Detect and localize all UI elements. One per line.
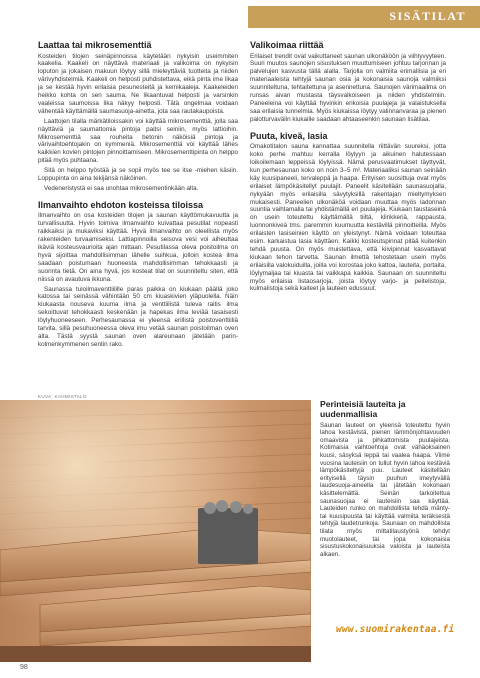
heading-wood-stone-glass: Puuta, kiveä, lasia xyxy=(250,130,328,141)
sidebar-article xyxy=(320,400,450,610)
paragraph: Kosteiden tilojen seinäpinnoissa käytetään nykyisin useimmiten kaakelia. Kaakeli on näyttävä materiaali ja valikoima on nykyisin loputon ja jokaisen makuun löytyy sillä mieleyttäviä tuotteita ja niiden värivyhdistelmiä. Kaakeli on helposti puhdistettava, eikä pinta ime likaa ja se kestää hyvin erilaisia pesunesteitä ja kemikaaleja. Kaakeleiden heikko kohta on sen sauma. Ne likaantuvat helposti ja varsinkin vaaleissa saumoissa lika näkyy helposti. Tätä ongelmaa voidaan vähentää käyttämällä saumasuoja-ainetta, jota saa rautakaupoista. xyxy=(38,52,238,115)
sauna-illustration xyxy=(0,400,311,662)
page-number: 98 xyxy=(20,664,28,671)
paragraph: Sitä on helppo työstää ja se sopii myös tee se itse -miehen käsiin. Loppupinta on aina tekijänsä näköinen. xyxy=(38,167,238,183)
section-title: SISÄTILAT xyxy=(389,9,466,23)
sauna-photo xyxy=(0,400,311,662)
heading-tiles-microcement: Laattaa tai mikrosementtiä xyxy=(38,40,152,50)
paragraph: Omakotitalon sauna kannattaa suunnitella riittävän suureksi, jotta koko perhe mahtuu kerralla löylyyn ja aikuinen halutessaan loikoilemaan leppeissä löylyissä. Nämä perusvaatimukset täyttyvät, kun perhesaunan koko on noin 3–5 m². Materiaaliksi saunan seinään käy kuusipaneeli, tervaleppä ja haapa. Erityisen suosittuja ovat myös erilaiset lämpökäsitellyt puulajit. Paneelit käsitellään saunasuojalla, nykyään myös erilaisilla sävytyksillä rakentajan mieltymyksen mukaisesti. Paneelien ulkonäköä voidaan muuttaa myös ladonnan suuntia vaihtamalla tai yhdistämällä eri puulajeja. Kiukaan taustaseinä on usein toteutettu käyttämällä tiiltä, klinkkeriä, rappausta, luonnonkiveä tms. paremmin kuumuutta kestävillä pinnoitteilla. Myös erilaisten lasiseinien käyttö on yleistynyt. Nämä voidaan toteuttaa esim. karkaistua lasia käyttäen. Kaikki kosteutspinnat pitää kuitenkin tehdä puusta. On myös muistettava, että kiivipinnat kasvattavat kiukaan tehon tarvetta. Saunan ilmettä tehostetaan usein myös erilaisilla valokuiduilla, joilla voi korostaa joko kattoa, lauteita, portaita, löylymaljaa tai kiuasta tai vaikkapa kaikkia. Saunaan on suunniteltu myös erilaisia listaosarjoja, joista löytyy varjo- ja peitelistoja, kulmalistoja sekä kaiteet ja lauteen edussuut. xyxy=(250,143,446,293)
sidebar-text: Saunan lauteet on yleensä toteutettu hyvin lahoa kestävistä, pienen lämmönjohtavuuden omaavista ja pihkattomista puulajeista. Kotimaisia vaihtoehtoja ovat vähäoksainen kuusi, säsyksä leppä tai vaalea haapa. Viime vuosina lauteisiin on tullut hyvin lahoa kestäviä lämpökäsiteltyjä puu. Lauteet käsitellään erityisellä täysin puuhun imeytyvällä laudesuoja-aineella tai jätetään kokonaan käsittelemättä. Seinän tarkoitettua saunasuojaa ei lauteisiin saa käyttää. Lauteiden runko on mahdollista tehdä mänty- tai kuusipuusta tai käyttää valmiita teräksestä tehtyjä laudetrunkoja. Saunaan on mahdollista tilata myös mittatilaustyönä tehdyt muotolauteet, tai jopa kokonaisia sisustuskokonaisuuksia valoista ja lauteista alkaen. xyxy=(320,421,450,558)
right-column xyxy=(250,40,446,386)
paragraph: Saunassa tuloilmaventtiilille paras paikka on kiukaan päällä joko katossa tai seinässä vähintään 50 cm kiuaskivien yläpuolella. Näin kiukaasta nouseva kuuma ilma ja venttiilistä tuleva raitis ilma sekoittuvat tehokkaasti keskenään ja hapekas ilma leviää tasaisesti löylyhuoneeseen. Perhesaunassa ei yleensä erillistä poistoventtiiliä tarvita, sillä pesuhuoneessa oleva imu vetää saunan poistoilman oven alta. Tästä syystä saunan oven alareunaan jätetään parin-kolmenkymmenen sentin rako. xyxy=(38,285,238,348)
sauna-stove xyxy=(198,508,258,564)
left-column xyxy=(38,40,238,388)
sidebar-heading: Perinteisiä lauteita ja uudenmallisia xyxy=(320,400,406,419)
website-link[interactable]: www.suomirakentaa.fi xyxy=(336,624,455,635)
paragraph: Erilaiset trendit ovat vaikuttaneet saunan ulkonäköön ja viihtyvyyteen. Suuri muutos saunojen sisustuksen muuttumiseen johtuu tarjonnan ja palvelujen kasvusta tällä alalla. Tarjolla on valmiita erimallisia ja eri materiaaleista tehtyjä saunan osia ja kokonaisia saunoja valmiiksi suunniteltuna, tehtaitettuna ja asennettuna. Saunojen värimaailma on runsas aivan mustasta täysvalkoiseen ja niiden yhdistelmiin. Paneeleina voi käyttää hyvinkin erikoisia puulajeja ja valaistuksella saa erilaisia tunnelmia. Myös kiukaissa löytyy valinnanvaraa ja pienen palotturvavälin kiukaille saadaan ahtaaseenkin saunaan lisätilaa. xyxy=(250,52,446,123)
paragraph: Laattojen tilalla märkätiloissakin voi käyttää mikrosementtiä, jolla saa näyttäviä ja saumattomia pintoja paitsi seiniin, myös lattioihin. Mikrosementtiä saa rouheita betonin näköisiä pintoja ja värivaihtoehtojakin on kymmeniä. Mikrosementtiä voi käyttää lähes kaikkien kovien pintojen pinnoittamiseen. Mikrosementtipinta on helppo pitää myös puhtaana. xyxy=(38,117,238,165)
heading-ventilation: Ilmanvaihto ehdoton kosteissa tiloissa xyxy=(38,199,204,210)
photo-credit: KUVA: KAHMISTALO xyxy=(38,394,87,399)
heading-selection: Valikoimaa riittää xyxy=(250,40,324,50)
paragraph: Vedeneristystä ei saa unohtaa mikrosementinkään alta. xyxy=(44,185,199,192)
paragraph: Ilmanvaihto on osa kosteiden tilojen ja saunan käyttömukavuutta ja turvallisuutta. Hyvin toimiva ilmanvaihto kuivattaa pesutilat nopeasti raikkaiksi ja mukaviksi käyttää. Hyvä ilmanvaihto on oleellista myös rakenteiden turvaamiseksi. Lattiapinnoilla seisova vesi voi aiheuttaa ikäviä kosteusvaurioita ajan mittaan. Pesutilassa oleva poistoilma on hyvä sijoittaa mahdollisimman lähelle suihkua, jolloin kostea ilma saadaan poistumaan huoneesta mahdollisimman tehokkaasti ja suorinta tietä. On aina hyvä, jos kosteat tilat on suunniteltu siten, että niissä on avautuva ikkuna. xyxy=(38,212,238,283)
